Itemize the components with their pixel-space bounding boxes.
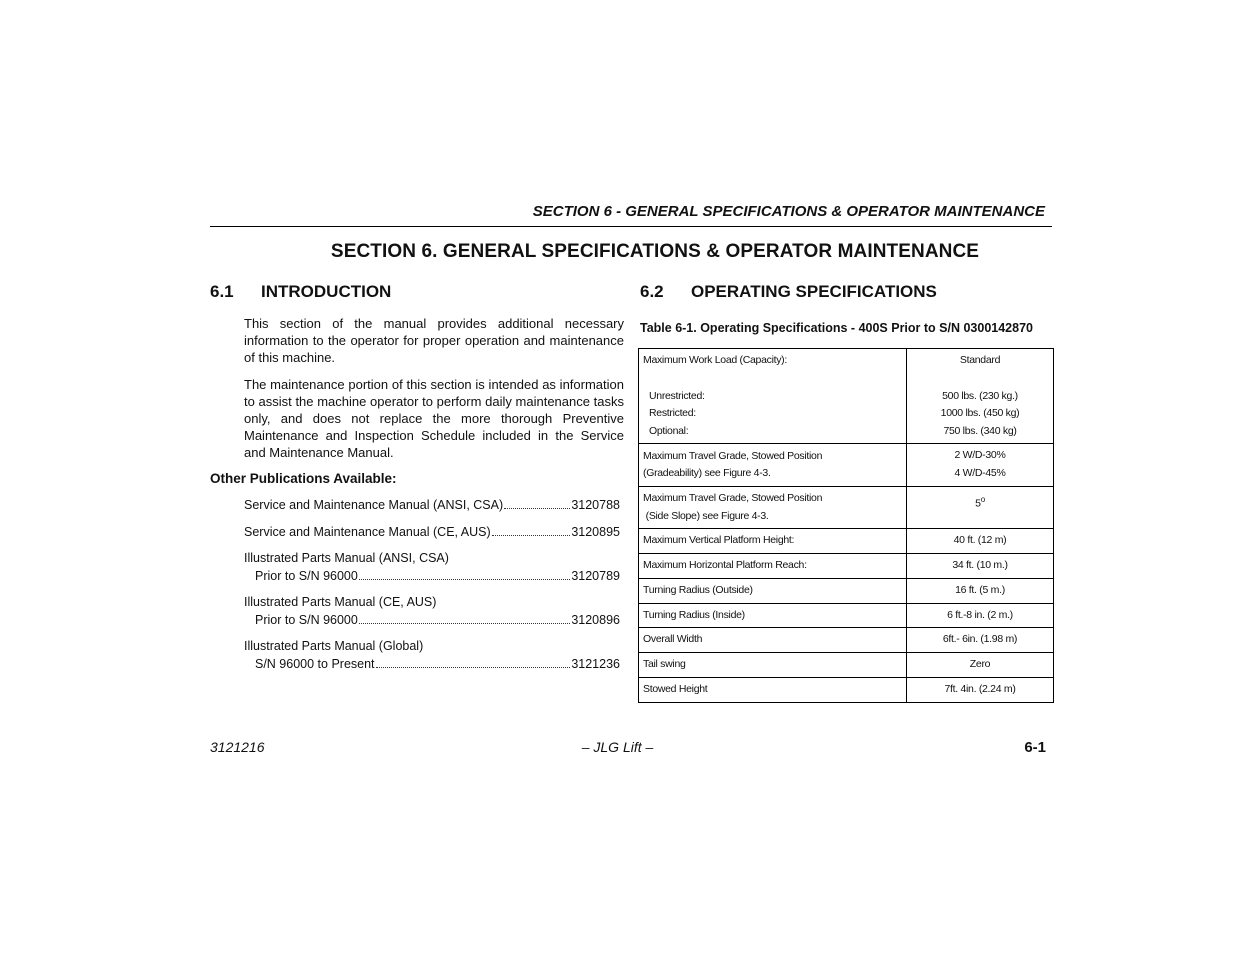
publication-number: 3120788 bbox=[571, 498, 620, 512]
grade-value: 4 W/D-45% bbox=[954, 466, 1006, 479]
publication-subtitle: Prior to S/N 96000 bbox=[255, 612, 358, 627]
publication-number: 3120789 bbox=[571, 568, 620, 583]
footer-center-text: – JLG Lift – bbox=[581, 739, 654, 755]
degree-symbol: o bbox=[980, 495, 985, 504]
grade-value-cell bbox=[907, 444, 1054, 487]
spec-label: Turning Radius (Inside) bbox=[639, 604, 907, 628]
spec-label: Stowed Height bbox=[639, 678, 907, 703]
intro-paragraph: This section of the manual provides additional necessary information to the operator for proper operation and maintenance of this machine. bbox=[244, 316, 624, 366]
capacity-sub-label: Unrestricted: bbox=[649, 389, 705, 402]
spec-label: Turning Radius (Outside) bbox=[639, 579, 907, 604]
table-row bbox=[639, 444, 1054, 487]
section-title: SECTION 6. GENERAL SPECIFICATIONS & OPERATOR MAINTENANCE bbox=[330, 241, 980, 262]
spec-value: 6 ft.-8 in. (2 m.) bbox=[907, 604, 1054, 628]
publication-title: Service and Maintenance Manual (ANSI, CSA) bbox=[244, 498, 504, 512]
slope-label: Maximum Travel Grade, Stowed Position bbox=[643, 492, 823, 504]
capacity-value: 750 lbs. (340 kg) bbox=[943, 424, 1017, 437]
table-row bbox=[639, 487, 1054, 529]
table-row bbox=[639, 579, 1054, 604]
specifications-table bbox=[638, 348, 1054, 703]
publication-title: Illustrated Parts Manual (Global) bbox=[244, 639, 424, 653]
grade-label: (Gradeability) see Figure 4-3. bbox=[643, 467, 771, 479]
grade-label-cell bbox=[639, 444, 907, 487]
capacity-value-cell bbox=[907, 349, 1054, 444]
dot-leader bbox=[492, 535, 571, 536]
intro-number: 6.1 bbox=[210, 282, 234, 301]
intro-paragraph: The maintenance portion of this section is intended as information to assist the machine operator to perform daily maintenance tasks only, and does not replace the more thorough Preventive Maintenance and Inspection Schedule included in the Service and Maintenance Manual. bbox=[244, 376, 624, 461]
capacity-value: 500 lbs. (230 kg.) bbox=[942, 389, 1018, 402]
slope-label-cell bbox=[639, 487, 907, 529]
operating-number: 6.2 bbox=[640, 282, 664, 301]
capacity-label: Maximum Work Load (Capacity): bbox=[643, 354, 787, 366]
table-row bbox=[639, 678, 1054, 703]
intro-title: INTRODUCTION bbox=[261, 282, 392, 301]
capacity-sub-label: Optional: bbox=[649, 424, 689, 437]
table-row bbox=[639, 349, 1054, 444]
grade-value: 2 W/D-30% bbox=[954, 449, 1006, 461]
running-header: SECTION 6 - GENERAL SPECIFICATIONS & OPERATOR MAINTENANCE bbox=[532, 203, 1045, 220]
slope-value-cell bbox=[907, 487, 1054, 529]
operating-heading bbox=[640, 282, 937, 302]
table-row bbox=[639, 604, 1054, 628]
table-row bbox=[639, 628, 1054, 653]
publication-number: 3120896 bbox=[571, 612, 620, 627]
table-row bbox=[639, 653, 1054, 678]
spec-label: Maximum Horizontal Platform Reach: bbox=[639, 554, 907, 579]
publication-number: 3120895 bbox=[571, 524, 620, 539]
other-pubs-heading: Other Publications Available: bbox=[210, 471, 397, 486]
publication-title: Illustrated Parts Manual (CE, AUS) bbox=[244, 595, 437, 609]
publication-title: Service and Maintenance Manual (CE, AUS) bbox=[244, 524, 491, 539]
capacity-label-cell bbox=[639, 349, 907, 444]
publication-subtitle: Prior to S/N 96000 bbox=[255, 568, 358, 583]
capacity-sub-label: Restricted: bbox=[649, 407, 696, 419]
table-row bbox=[639, 554, 1054, 579]
dot-leader bbox=[504, 508, 570, 509]
spec-value: Zero bbox=[907, 653, 1054, 678]
capacity-value: 1000 lbs. (450 kg) bbox=[940, 407, 1020, 419]
publication-title: Illustrated Parts Manual (ANSI, CSA) bbox=[244, 551, 449, 565]
publication-subtitle: S/N 96000 to Present bbox=[255, 656, 375, 671]
spec-value: 7ft. 4in. (2.24 m) bbox=[907, 678, 1054, 703]
slope-label: (Side Slope) see Figure 4-3. bbox=[643, 509, 769, 522]
spec-label: Maximum Vertical Platform Height: bbox=[639, 529, 907, 554]
dot-leader bbox=[376, 667, 571, 668]
spec-value: 6ft.- 6in. (1.98 m) bbox=[907, 628, 1054, 653]
publication-entry bbox=[244, 594, 620, 629]
spec-label: Tail swing bbox=[639, 653, 907, 678]
page-number: 6-1 bbox=[1024, 739, 1046, 756]
publication-entry bbox=[244, 638, 620, 673]
intro-heading bbox=[210, 282, 391, 302]
publication-list bbox=[244, 497, 620, 682]
table-caption: Table 6-1. Operating Specifications - 400S Prior to S/N 0300142870 bbox=[640, 321, 1033, 335]
capacity-header-value: Standard bbox=[959, 354, 1001, 366]
publication-entry bbox=[244, 524, 620, 542]
footer-doc-number: 3121216 bbox=[210, 739, 265, 755]
operating-title: OPERATING SPECIFICATIONS bbox=[691, 282, 937, 301]
intro-body bbox=[244, 315, 624, 471]
header-rule bbox=[210, 226, 1052, 227]
publication-number: 3121236 bbox=[571, 656, 620, 671]
spec-value: 16 ft. (5 m.) bbox=[907, 579, 1054, 604]
dot-leader bbox=[359, 623, 570, 624]
slope-value: 5 bbox=[975, 497, 981, 510]
dot-leader bbox=[359, 579, 570, 580]
spec-label: Overall Width bbox=[639, 628, 907, 653]
spec-value: 40 ft. (12 m) bbox=[907, 529, 1054, 554]
spec-value: 34 ft. (10 m.) bbox=[907, 554, 1054, 579]
publication-entry bbox=[244, 550, 620, 585]
grade-label: Maximum Travel Grade, Stowed Position bbox=[643, 449, 823, 462]
publication-entry bbox=[244, 497, 620, 515]
table-row bbox=[639, 529, 1054, 554]
